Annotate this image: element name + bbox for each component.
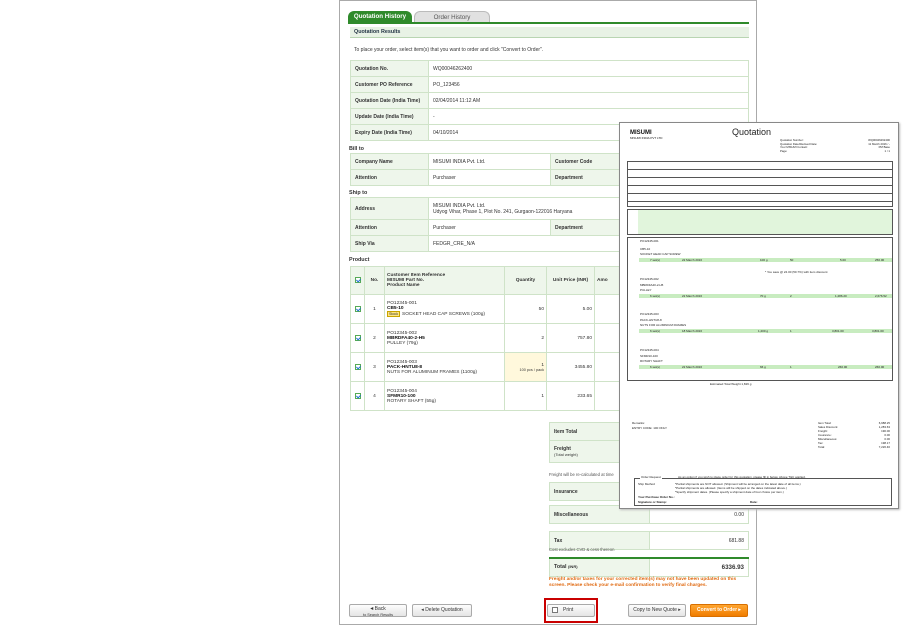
doc-weight-note: Estimated Total Weight 1,826 g xyxy=(710,382,752,386)
doc-item-up: 5.00 xyxy=(840,258,846,262)
item-qty: 50 xyxy=(505,295,547,324)
doc-item-qty: 6 set(s) xyxy=(650,329,661,333)
hdr-value: WQ00046262400 xyxy=(868,138,890,142)
copy-label: Copy to New Quote xyxy=(633,607,677,613)
sum-value: 0.00 xyxy=(884,437,890,441)
bill-department-label: Department xyxy=(551,170,629,186)
doc-rule xyxy=(627,169,893,170)
hdr-value: PM Base xyxy=(878,145,890,150)
tab-order-history[interactable]: Order History xyxy=(414,11,490,23)
doc-rule xyxy=(627,193,893,194)
sum-label: Sales Discount: xyxy=(818,425,839,429)
doc-rule xyxy=(627,177,893,178)
doc-item-date: 22 March 2016 xyxy=(682,365,703,369)
back-button[interactable] xyxy=(349,604,407,617)
quotation-date-value: 02/04/2014 11:12 AM xyxy=(429,93,749,109)
doc-item-part: PACK-HNTU8-8 xyxy=(640,318,662,322)
doc-item-ref: PO12345-003 xyxy=(640,312,659,316)
doc-item-weight: 70 g xyxy=(760,294,766,298)
signature-label: Signature or Stamp: xyxy=(638,500,667,504)
total-unit: (INR) xyxy=(567,564,578,570)
freight-title: Freight xyxy=(554,446,571,452)
misumi-logo xyxy=(630,130,662,140)
ship-method-label: Ship Method xyxy=(638,482,655,486)
product-heading: Product xyxy=(349,257,370,263)
item-ref: PO12345-003 xyxy=(387,359,417,365)
ship-option-2: *Partial shipments are allowed. (Items will be shipped on the dates indicated above.) xyxy=(675,486,787,490)
address-line-2: Udyog Vihar, Phase 1, Plot No. 241, Gurgaon-122016 Haryana xyxy=(433,208,573,215)
ship-department-label: Department xyxy=(551,220,629,236)
col-part: MISUMI Part No. xyxy=(387,278,425,283)
item-no: 1 xyxy=(365,295,385,324)
print-label: Print xyxy=(563,607,574,613)
freight-sub: (Total weight) xyxy=(554,452,578,457)
item-qty: 2 xyxy=(505,324,547,353)
doc-item-up: 1,286.20 xyxy=(835,294,847,298)
hdr-label: Quotation Number: xyxy=(780,138,804,142)
sum-label: Insurance: xyxy=(818,433,832,437)
doc-item-weight: 100 g xyxy=(760,258,768,262)
tax-warning: Freight and/or taxes for your corrected item(s) may not have been updated on this screen. Please check your e-mail confirmation to verify final charges. xyxy=(549,577,737,588)
hdr-label: Quotation Date/Revised Date: xyxy=(780,141,818,146)
bill-to-heading: Bill to xyxy=(349,146,364,152)
item-qty-note: 100 pcs / pack xyxy=(519,367,544,372)
expiry-date-label: Expiry Date (India Time) xyxy=(351,125,429,141)
tax-note: Cost excludes CVD & cess thereon xyxy=(549,547,615,552)
doc-header-shading xyxy=(638,210,892,234)
doc-entry-code: ENTRY CODE: 100 ONLY xyxy=(632,426,668,430)
doc-item-amt: 2,676.52 xyxy=(875,294,887,298)
col-product xyxy=(385,267,505,295)
doc-item-qty: 6 set(s) xyxy=(650,294,661,298)
item-details xyxy=(385,382,505,411)
doc-item-weight: 66 g xyxy=(760,365,766,369)
doc-item-weight: 1,200 g xyxy=(758,329,769,333)
item-part-no[interactable]: MBRDFA40-2-H5 xyxy=(387,335,425,341)
doc-item-note: * You save @ 24.00 (50.7%) with item discount xyxy=(765,270,828,274)
doc-item-name: ROTARY SHAFT xyxy=(640,359,663,363)
doc-item-amt: 250.00 xyxy=(875,258,885,262)
sum-value: 0.00 xyxy=(884,433,890,437)
sum-value: 198.17 xyxy=(881,441,890,445)
ship-option-3: *Specify shipment dates. (Please specify a shipment date of four choice per item.) xyxy=(675,490,784,494)
item-3-checkbox[interactable] xyxy=(355,364,361,370)
misc-label: Miscellaneous xyxy=(550,506,650,524)
document-header-info xyxy=(780,139,890,153)
item-ref: PO12345-001 xyxy=(387,301,417,306)
item-4-checkbox[interactable] xyxy=(355,393,361,399)
col-unit-price: Unit Price (INR) xyxy=(547,267,595,295)
total-value: 6336.93 xyxy=(650,558,749,576)
item-details xyxy=(385,295,505,324)
item-details xyxy=(385,324,505,353)
item-no: 4 xyxy=(365,382,385,411)
po-reference-value: PO_123456 xyxy=(429,77,749,93)
doc-item-part: SFMR10-100 xyxy=(640,354,658,358)
tab-quotation-history[interactable]: Quotation History xyxy=(348,11,412,23)
customer-code-label: Customer Code xyxy=(551,154,629,170)
copy-arrow-icon: ▸ xyxy=(676,607,681,613)
back-arrow-icon: ◂ xyxy=(370,605,374,612)
doc-remarks: Remarks: xyxy=(632,421,645,425)
company-name-label: Company Name xyxy=(351,154,429,170)
item-no: 2 xyxy=(365,324,385,353)
col-ref: Customer Item Reference xyxy=(387,273,446,278)
doc-item-up: 260.00 xyxy=(838,365,848,369)
select-all-checkbox[interactable] xyxy=(355,277,361,283)
spacer xyxy=(550,524,749,532)
item-price: 5.00 xyxy=(547,295,595,324)
doc-item-qty: 6 set(s) xyxy=(650,365,661,369)
delete-label: Delete Quotation xyxy=(425,607,463,613)
col-name: Product Name xyxy=(387,283,420,288)
ship-to-heading: Ship to xyxy=(349,190,368,196)
sum-value: 190.00 xyxy=(881,429,890,433)
bill-attention-label: Attention xyxy=(351,170,429,186)
tax-value: 681.88 xyxy=(650,532,749,550)
doc-item-qty: 7 set(s) xyxy=(650,258,661,262)
item-total-label: Item Total xyxy=(550,423,650,441)
doc-item-amt: 260.00 xyxy=(875,365,885,369)
po-number-label: Your Purchase Order No.: xyxy=(638,495,675,499)
address-line-1: MISUMI INDIA Pvt. Ltd. xyxy=(433,202,486,209)
item-name: ROTARY SHAFT (55g) xyxy=(387,398,436,404)
item-ref: PO12345-002 xyxy=(387,330,417,336)
col-amount: Amo xyxy=(595,267,650,295)
misc-value: 0.00 xyxy=(650,506,749,524)
freight-note: Freight will be re-calculated at time xyxy=(549,472,614,477)
doc-rule xyxy=(627,201,893,202)
back-sub-label: to Search Results xyxy=(363,612,393,617)
sum-label: Freight: xyxy=(818,429,828,433)
po-reference-label: Customer PO Reference xyxy=(351,77,429,93)
item-2-checkbox[interactable] xyxy=(355,335,361,341)
order-request-title: Order Request xyxy=(641,475,661,479)
doc-item-name: SOCKET HEAD CAP SCREW xyxy=(640,252,681,256)
quotation-document-preview xyxy=(619,122,899,509)
doc-item-ref: PO12345-002 xyxy=(640,277,659,281)
bill-attention-value: Purchaser xyxy=(429,170,551,186)
copy-to-new-quote-button[interactable] xyxy=(628,604,686,617)
quotation-results-header: Quotation Results xyxy=(350,27,749,38)
quotation-date-label: Quotation Date (India Time) xyxy=(351,93,429,109)
sum-value: 1,283.63 xyxy=(878,425,890,429)
item-qty: 1 xyxy=(505,382,547,411)
hdr-label: Your MISUMI Contact: xyxy=(780,145,808,150)
ship-via-label: Ship Via xyxy=(351,236,429,252)
doc-item-part: CB5-10 xyxy=(640,247,651,251)
ship-via-value: FEDGR_CRE_N/A xyxy=(429,236,749,252)
convert-label: Convert to Order xyxy=(697,607,738,613)
doc-item-q: 2 xyxy=(790,294,792,298)
tab-underline xyxy=(348,22,749,24)
sum-value: 7,226.46 xyxy=(878,445,890,449)
total-title: Total xyxy=(554,564,567,571)
item-part-no[interactable]: PACK-HNTU8-8 xyxy=(387,364,423,370)
order-request-text: As an option if you wish to place order for this quotation, please fill in below. Above T&C applied. xyxy=(678,475,806,479)
quotation-no-label: Quotation No. xyxy=(351,61,429,77)
update-date-value: - xyxy=(429,109,749,125)
logo-subtext: MISUMI INDIA PVT LTD xyxy=(630,136,663,140)
doc-item-up: 3,801.00 xyxy=(832,329,844,333)
product-row xyxy=(351,353,650,382)
document-title: Quotation xyxy=(732,127,772,137)
product-row xyxy=(351,295,650,324)
sum-label: Tax: xyxy=(818,441,824,445)
doc-item-amt: 3,801.00 xyxy=(872,329,884,333)
doc-item-q: 1 xyxy=(790,329,792,333)
item-price: 233.65 xyxy=(547,382,595,411)
back-label: Back xyxy=(374,605,386,612)
item-price: 757.80 xyxy=(547,324,595,353)
doc-item-date: 22 March 2016 xyxy=(682,258,703,262)
convert-arrow-icon: ▸ xyxy=(737,607,741,613)
doc-item-date: 18 March 2016 xyxy=(682,329,703,333)
hdr-label: Page: xyxy=(780,148,788,153)
product-table xyxy=(350,266,650,411)
item-qty-cell xyxy=(505,353,547,382)
doc-item-ref: PO12345-004 xyxy=(640,348,659,352)
item-part-no[interactable]: CB5-10 xyxy=(387,306,404,311)
item-name: NUTS FOR ALUMINUM FRAMES (1100g) xyxy=(387,369,477,375)
doc-summary xyxy=(818,421,890,449)
stock-badge: Stock xyxy=(389,312,398,316)
item-qty: 1 xyxy=(541,362,544,368)
item-name: SOCKET HEAD CAP SCREWS (100g) xyxy=(402,312,485,317)
print-highlight-box xyxy=(544,598,598,623)
delete-arrow-icon: ◂ xyxy=(421,607,426,613)
doc-item-q: 50 xyxy=(790,258,794,262)
doc-item-name: PULLEY xyxy=(640,288,652,292)
quotation-no-value: WQ00046262400 xyxy=(429,61,749,77)
doc-item-date: 22 March 2016 xyxy=(682,294,703,298)
grand-total-table xyxy=(549,557,749,577)
doc-item-part: MBRDFA40-2-H5 xyxy=(640,283,664,287)
sum-label: Total: xyxy=(818,445,825,449)
product-row xyxy=(351,382,650,411)
total-label xyxy=(550,558,650,576)
ship-attention-label: Attention xyxy=(351,220,429,236)
sum-label: Item Total: xyxy=(818,421,832,425)
item-price: 3455.80 xyxy=(547,353,595,382)
col-quantity: Quantity xyxy=(505,267,547,295)
doc-item-ref: PO12345-001 xyxy=(640,239,659,243)
item-no: 3 xyxy=(365,353,385,382)
address-label: Address xyxy=(351,198,429,220)
hdr-value: 1 / 1 xyxy=(884,148,890,153)
item-details xyxy=(385,353,505,382)
logo-text: MISUMI xyxy=(630,130,652,136)
sum-label: Miscellaneous: xyxy=(818,437,838,441)
doc-item-name: NUTS FOR ALUMINIUM FRAMES xyxy=(640,323,687,327)
doc-rule xyxy=(627,185,893,186)
expiry-date-value: 04/10/2014 xyxy=(429,125,749,141)
col-no: No. xyxy=(365,267,385,295)
delete-quotation-button[interactable] xyxy=(412,604,472,617)
totals-table-bottom xyxy=(549,505,749,550)
ship-option-1: *Partial shipments are NOT allowed. (Shipment will be arranged on the latest date of all items.) xyxy=(675,482,801,486)
item-name: PULLEY (79g) xyxy=(387,340,418,346)
ship-attention-value: Purchaser xyxy=(429,220,551,236)
tax-label: Tax xyxy=(550,532,650,550)
company-name-value: MISUMI INDIA Pvt. Ltd. xyxy=(429,154,551,170)
hdr-value: 11 March 2016 / - xyxy=(868,141,890,146)
item-ref: PO12345-004 xyxy=(387,388,417,394)
convert-to-order-button[interactable] xyxy=(690,604,748,617)
product-row xyxy=(351,324,650,353)
instruction-text: To place your order, select item(s) that you want to order and click "Convert to Order". xyxy=(354,47,544,53)
date-label: Date: xyxy=(750,500,758,504)
sum-value: 6,988.25 xyxy=(878,421,890,425)
item-part-no[interactable]: SFMR10-100 xyxy=(387,393,416,399)
item-1-checkbox[interactable] xyxy=(355,306,361,312)
doc-item-q: 1 xyxy=(790,365,792,369)
insurance-label: Insurance xyxy=(550,483,650,501)
update-date-label: Update Date (India Time) xyxy=(351,109,429,125)
